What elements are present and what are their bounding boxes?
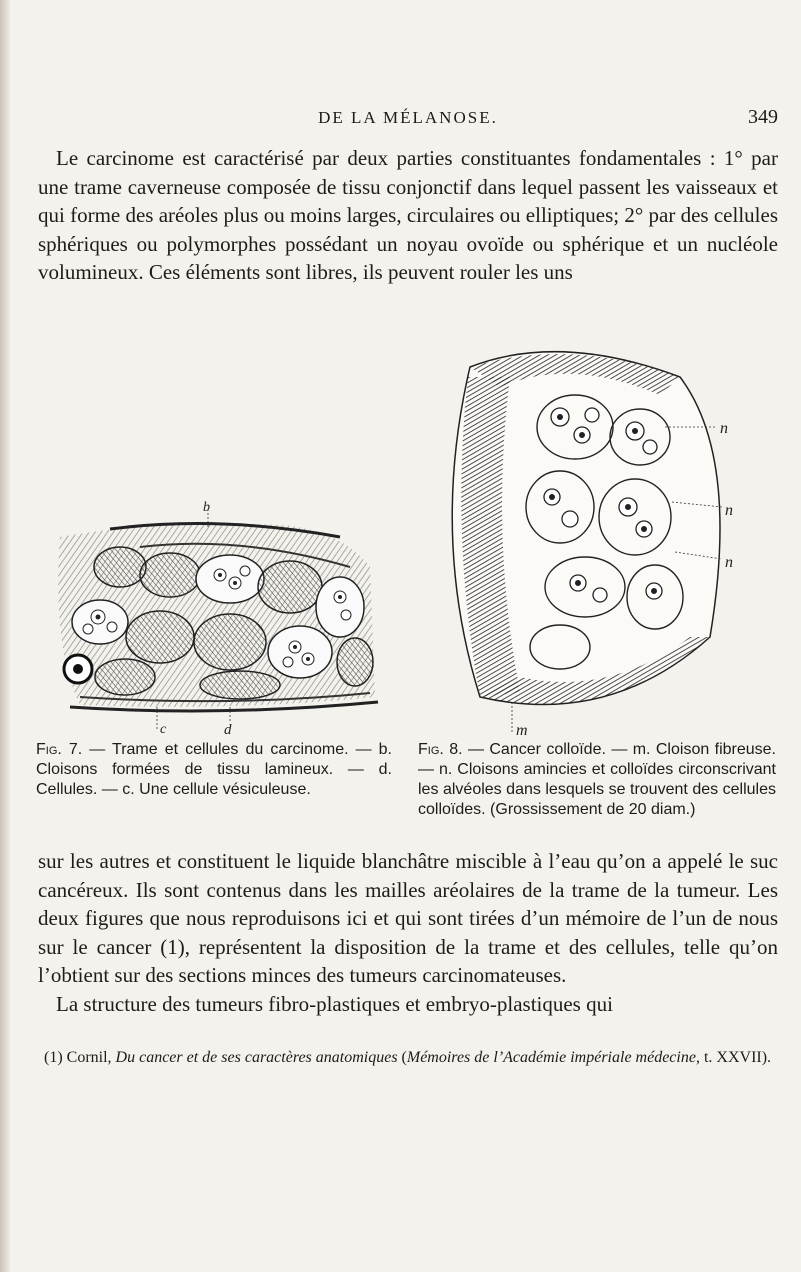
figure-7-label: Fig. 7. [36,741,83,758]
footnote-middle: ( [397,1049,407,1066]
fig7-label-d: d [224,722,232,735]
fig8-label-n-1: n [720,420,728,437]
footnote-source: Mémoires de l’Académie impériale médecine [406,1049,696,1066]
fig8-label-m: m [516,722,528,737]
footnote-end: , t. XXVII). [695,1049,772,1066]
paragraph-2: sur les autres et constituent le liquide blanchâtre miscible à l’eau qu’on a appelé le suc cancéreux. Ils sont contenus dans les mailles aréolaires de la trame de la tumeur. Les deux figures que nous reproduisons ici et qui sont tirées d’un mémoire de l’un de nous sur le cancer (1), représentent la disposition de la trame et des cellules, telle qu’on l’obtient sur des sections minces des tumeurs carcinomateuses. [38,849,778,987]
figure-8-label: Fig. 8. [418,741,463,758]
paragraph-1: Le carcinome est caractérisé par deux parties constituantes fondamentales : 1° par une trame caverneuse composée de tissu conjonctif dans lequel passent les vaisseaux et qui forme des aréoles plus ou moins larges, circulaires ou elliptiques; 2° par des cellules sphériques ou polymorphes possédant un noyau ovoïde ou sphérique et un nucléole volumineux. Ces éléments sont libres, ils peuvent rouler les uns [38,146,778,284]
footnote-title: Du cancer et de ses caractères anatomiques [115,1049,398,1066]
footnote-marker: (1) Cornil, [44,1049,116,1066]
paragraph-3: La structure des tumeurs fibro-plastiques et embryo-plastiques qui [56,992,613,1016]
fig8-label-n-2: n [725,502,733,519]
running-title: DE LA MÉLANOSE. [318,108,498,127]
figure-8-caption-text: — Cancer colloïde. — m. Cloison fibreuse. — n. Cloisons amincies et colloïdes circonscrivant les alvéoles dans lesquels se trouvent des cellules colloïdes. (Grossissement de 20 diam.) [418,741,776,818]
figure-7-illustration [40,497,388,735]
figure-8-caption [418,740,776,820]
figure-8-illustration [410,337,770,737]
fig8-label-n-3: n [725,554,733,571]
fig7-label-c: c [160,722,167,735]
footnote [44,1046,780,1070]
fig7-label-b: b [203,500,210,515]
figure-7-caption-text: — Trame et cellules du carcinome. — b. Cloisons formées de tissu lamineux. — d. Cellules. — c. Une cellule vésiculeuse. [36,741,392,798]
page-header [38,108,778,136]
page-edge-shadow [0,0,10,1272]
page-number: 349 [748,106,778,128]
figure-7-caption [36,740,392,800]
